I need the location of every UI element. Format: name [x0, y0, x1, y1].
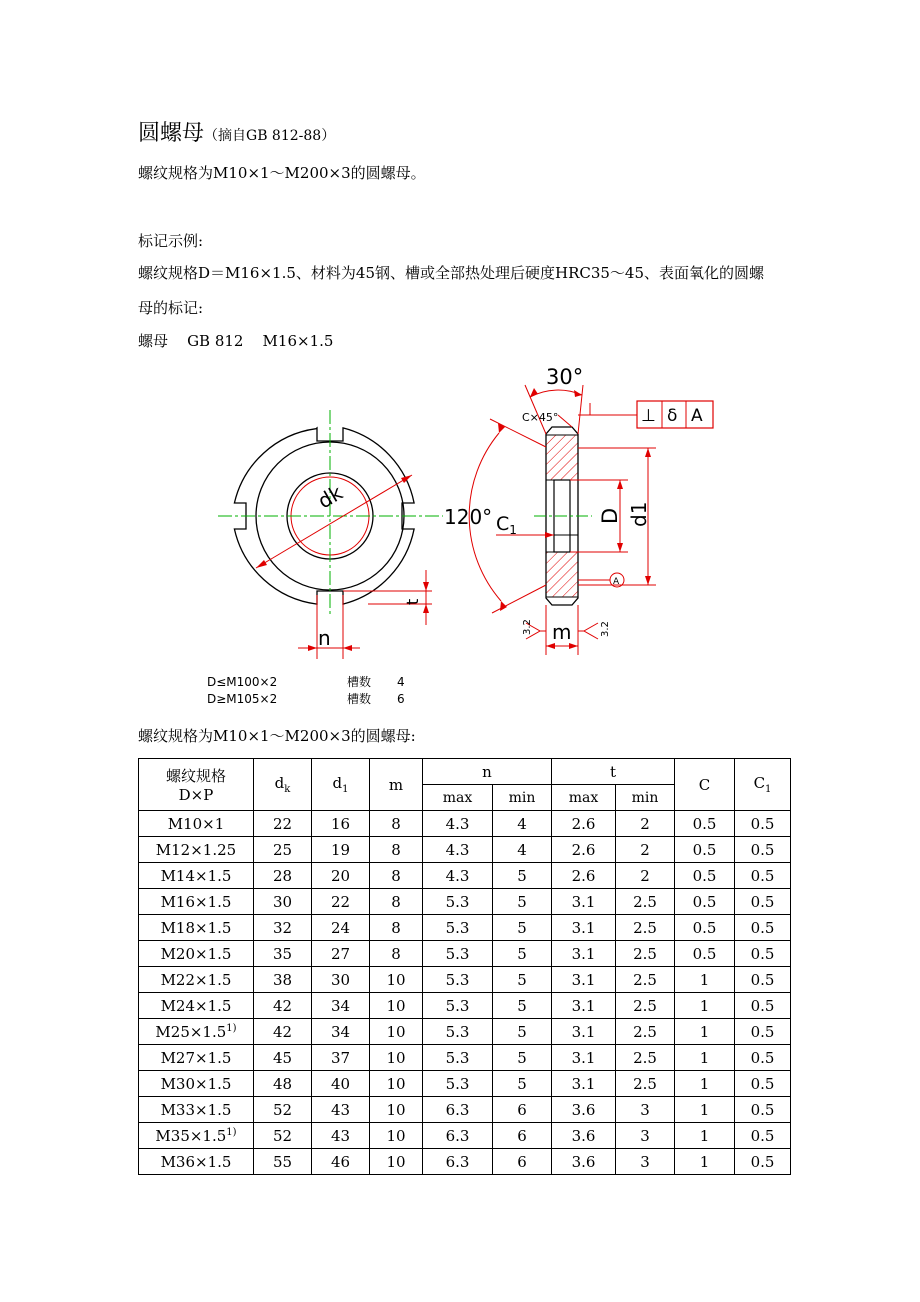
cell-t-max: 2.6	[552, 811, 616, 837]
technical-drawing	[200, 355, 760, 670]
cell-c1: 0.5	[735, 967, 791, 993]
table-row	[139, 1071, 791, 1097]
tol-value: δ	[667, 406, 678, 426]
cell-n-max: 6.3	[423, 1123, 493, 1149]
header-d1: $d_1$	[312, 759, 370, 811]
cell-t-max: 3.6	[552, 1149, 616, 1175]
header-c1: $C_1$	[735, 759, 791, 811]
cell-t-max: 3.1	[552, 915, 616, 941]
cell-n-max: 6.3	[423, 1097, 493, 1123]
table-row	[139, 1019, 791, 1045]
table-row	[139, 889, 791, 915]
cell-m: 10	[370, 967, 423, 993]
label-D: D	[598, 507, 622, 524]
cell-m: 8	[370, 863, 423, 889]
table-row	[139, 811, 791, 837]
marking-heading: 标记示例:	[138, 232, 204, 250]
cell-t-max: 3.6	[552, 1097, 616, 1123]
cell-n-max: 5.3	[423, 1045, 493, 1071]
groove-note-row: D≥M105×2 槽数 6	[207, 692, 405, 706]
label-m: m	[552, 620, 572, 644]
marking-desc-line2: 母的标记:	[138, 299, 204, 317]
cell-d1: 20	[312, 863, 370, 889]
cell-c: 0.5	[675, 811, 735, 837]
cell-t-min: 3	[616, 1097, 675, 1123]
cell-dk: 25	[254, 837, 312, 863]
cell-c: 0.5	[675, 915, 735, 941]
cell-spec: M36×1.5	[139, 1149, 254, 1175]
cell-d1: 34	[312, 1019, 370, 1045]
cell-spec: M18×1.5	[139, 915, 254, 941]
table-row	[139, 915, 791, 941]
header-t-max: max	[552, 785, 616, 811]
cell-t-min: 2.5	[616, 967, 675, 993]
table-row	[139, 993, 791, 1019]
cell-n-min: 6	[493, 1149, 552, 1175]
cell-d1: 37	[312, 1045, 370, 1071]
cell-t-min: 2	[616, 863, 675, 889]
cell-spec: $M25\times 1.5^{1)}$	[139, 1019, 254, 1045]
intro-text: 螺纹规格为M10×1～M200×3的圆螺母。	[138, 164, 426, 182]
cell-dk: 30	[254, 889, 312, 915]
cell-dk: 22	[254, 811, 312, 837]
cell-c: 1	[675, 1071, 735, 1097]
cell-t-max: 3.1	[552, 941, 616, 967]
title-main: 圆螺母	[138, 121, 205, 146]
cell-m: 8	[370, 837, 423, 863]
cell-n-min: 5	[493, 1019, 552, 1045]
cell-m: 10	[370, 1045, 423, 1071]
cell-t-max: 3.1	[552, 1071, 616, 1097]
label-angle-120: 120°	[444, 505, 493, 529]
cell-n-min: 5	[493, 915, 552, 941]
page-title	[138, 116, 335, 147]
cell-n-min: 6	[493, 1123, 552, 1149]
cell-n-max: 5.3	[423, 967, 493, 993]
front-view	[218, 410, 443, 659]
cell-dk: 48	[254, 1071, 312, 1097]
cell-spec: M33×1.5	[139, 1097, 254, 1123]
cell-d1: 16	[312, 811, 370, 837]
cell-d1: 24	[312, 915, 370, 941]
cell-c1: 0.5	[735, 1123, 791, 1149]
cell-t-min: 2	[616, 837, 675, 863]
cell-c: 1	[675, 993, 735, 1019]
cell-t-max: 2.6	[552, 863, 616, 889]
cell-n-min: 6	[493, 1097, 552, 1123]
cell-c1: 0.5	[735, 993, 791, 1019]
cell-t-max: 2.6	[552, 837, 616, 863]
cell-t-min: 3	[616, 1149, 675, 1175]
header-dk: $d_k$	[254, 759, 312, 811]
cell-spec: M14×1.5	[139, 863, 254, 889]
cell-n-min: 5	[493, 941, 552, 967]
cell-spec: M22×1.5	[139, 967, 254, 993]
cell-t-min: 2.5	[616, 1045, 675, 1071]
label-t: t	[403, 598, 422, 605]
cell-n-min: 5	[493, 889, 552, 915]
title-source: （摘自GB 812-88）	[204, 128, 336, 144]
marking-example: 螺母 GB 812 M16×1.5	[138, 332, 334, 350]
header-m: m	[370, 759, 423, 811]
cell-t-min: 2.5	[616, 941, 675, 967]
cell-t-min: 2.5	[616, 1071, 675, 1097]
header-n: n	[423, 759, 552, 785]
cell-c1: 0.5	[735, 1045, 791, 1071]
cell-t-max: 3.1	[552, 1045, 616, 1071]
cell-m: 10	[370, 993, 423, 1019]
cell-t-max: 3.1	[552, 1019, 616, 1045]
cell-m: 10	[370, 1071, 423, 1097]
tol-perp-symbol: ⊥	[641, 406, 656, 426]
cell-c: 1	[675, 1149, 735, 1175]
cell-m: 8	[370, 915, 423, 941]
label-d1: d1	[627, 501, 651, 527]
cell-m: 10	[370, 1123, 423, 1149]
cell-m: 10	[370, 1019, 423, 1045]
groove-note-row: D≤M100×2 槽数 4	[207, 675, 405, 689]
header-n-max: max	[423, 785, 493, 811]
cell-m: 10	[370, 1149, 423, 1175]
tol-datum: A	[691, 406, 703, 426]
cell-d1: 43	[312, 1097, 370, 1123]
cell-n-max: 5.3	[423, 993, 493, 1019]
cell-d1: 19	[312, 837, 370, 863]
cell-c1: 0.5	[735, 1149, 791, 1175]
cell-m: 8	[370, 889, 423, 915]
cell-n-max: 6.3	[423, 1149, 493, 1175]
cell-c: 1	[675, 967, 735, 993]
cell-dk: 32	[254, 915, 312, 941]
table-row	[139, 1123, 791, 1149]
table-row	[139, 967, 791, 993]
cell-dk: 35	[254, 941, 312, 967]
header-n-min: min	[493, 785, 552, 811]
cell-c1: 0.5	[735, 889, 791, 915]
cell-t-max: 3.6	[552, 1123, 616, 1149]
cell-n-min: 5	[493, 1045, 552, 1071]
label-n: n	[318, 626, 331, 650]
cell-c: 0.5	[675, 837, 735, 863]
label-angle-30: 30°	[546, 365, 584, 389]
cell-spec: M12×1.25	[139, 837, 254, 863]
cell-c: 1	[675, 1097, 735, 1123]
cell-n-min: 4	[493, 811, 552, 837]
cell-c1: 0.5	[735, 1097, 791, 1123]
cell-m: 8	[370, 941, 423, 967]
cell-d1: 40	[312, 1071, 370, 1097]
spec-table	[138, 758, 791, 1175]
cell-t-min: 2.5	[616, 915, 675, 941]
cell-n-min: 5	[493, 967, 552, 993]
label-c1: $C_1$	[496, 513, 517, 537]
cell-n-min: 4	[493, 837, 552, 863]
marking-desc-line1: 螺纹规格D＝M16×1.5、材料为45钢、槽或全部热处理后硬度HRC35～45、表面氧化的圆螺	[138, 264, 765, 282]
cell-t-max: 3.1	[552, 993, 616, 1019]
cell-c: 1	[675, 1045, 735, 1071]
cell-spec: M16×1.5	[139, 889, 254, 915]
cell-dk: 28	[254, 863, 312, 889]
cell-c: 1	[675, 1019, 735, 1045]
cell-n-max: 5.3	[423, 915, 493, 941]
cell-t-min: 2	[616, 811, 675, 837]
cell-n-max: 5.3	[423, 1019, 493, 1045]
cell-spec: M27×1.5	[139, 1045, 254, 1071]
groove-notes	[207, 674, 405, 708]
cell-dk: 38	[254, 967, 312, 993]
cell-dk: 52	[254, 1097, 312, 1123]
cell-n-max: 4.3	[423, 811, 493, 837]
cell-dk: 52	[254, 1123, 312, 1149]
cell-spec: $M35\times 1.5^{1)}$	[139, 1123, 254, 1149]
cell-d1: 34	[312, 993, 370, 1019]
cell-c1: 0.5	[735, 1019, 791, 1045]
table-row	[139, 1149, 791, 1175]
cell-t-min: 2.5	[616, 993, 675, 1019]
label-chamfer: C×45°	[522, 411, 559, 424]
cell-n-min: 5	[493, 863, 552, 889]
side-view	[444, 365, 713, 655]
cell-t-min: 2.5	[616, 1019, 675, 1045]
cell-c1: 0.5	[735, 941, 791, 967]
cell-n-max: 5.3	[423, 941, 493, 967]
header-t: t	[552, 759, 675, 785]
label-datum-A: A	[613, 577, 620, 587]
cell-dk: 45	[254, 1045, 312, 1071]
cell-t-min: 2.5	[616, 889, 675, 915]
cell-c1: 0.5	[735, 811, 791, 837]
cell-spec: M30×1.5	[139, 1071, 254, 1097]
cell-c: 0.5	[675, 889, 735, 915]
cell-d1: 22	[312, 889, 370, 915]
cell-dk: 42	[254, 993, 312, 1019]
cell-c1: 0.5	[735, 863, 791, 889]
cell-spec: M24×1.5	[139, 993, 254, 1019]
cell-n-max: 5.3	[423, 1071, 493, 1097]
roughness-right: 3.2	[600, 621, 611, 637]
cell-c: 0.5	[675, 941, 735, 967]
cell-n-max: 5.3	[423, 889, 493, 915]
table-row	[139, 837, 791, 863]
cell-d1: 27	[312, 941, 370, 967]
header-spec: 螺纹规格 D×P	[139, 759, 254, 811]
spec-table-body	[139, 811, 791, 1175]
cell-d1: 30	[312, 967, 370, 993]
cell-m: 10	[370, 1097, 423, 1123]
table-row	[139, 941, 791, 967]
cell-n-max: 4.3	[423, 837, 493, 863]
cell-t-max: 3.1	[552, 889, 616, 915]
cell-n-min: 5	[493, 993, 552, 1019]
roughness-left: 3.2	[522, 619, 533, 635]
cell-n-max: 4.3	[423, 863, 493, 889]
cell-spec: M20×1.5	[139, 941, 254, 967]
cell-n-min: 5	[493, 1071, 552, 1097]
cell-spec: M10×1	[139, 811, 254, 837]
cell-dk: 42	[254, 1019, 312, 1045]
cell-t-min: 3	[616, 1123, 675, 1149]
table-row	[139, 863, 791, 889]
cell-c1: 0.5	[735, 1071, 791, 1097]
table-row	[139, 1097, 791, 1123]
cell-m: 8	[370, 811, 423, 837]
cell-dk: 55	[254, 1149, 312, 1175]
cell-t-max: 3.1	[552, 967, 616, 993]
cell-c: 1	[675, 1123, 735, 1149]
cell-c: 0.5	[675, 863, 735, 889]
label-dk: dk	[313, 480, 347, 514]
header-c: C	[675, 759, 735, 811]
cell-c1: 0.5	[735, 837, 791, 863]
header-t-min: min	[616, 785, 675, 811]
table-row	[139, 1045, 791, 1071]
table-caption: 螺纹规格为M10×1～M200×3的圆螺母:	[138, 727, 416, 745]
cell-c1: 0.5	[735, 915, 791, 941]
cell-d1: 46	[312, 1149, 370, 1175]
cell-d1: 43	[312, 1123, 370, 1149]
